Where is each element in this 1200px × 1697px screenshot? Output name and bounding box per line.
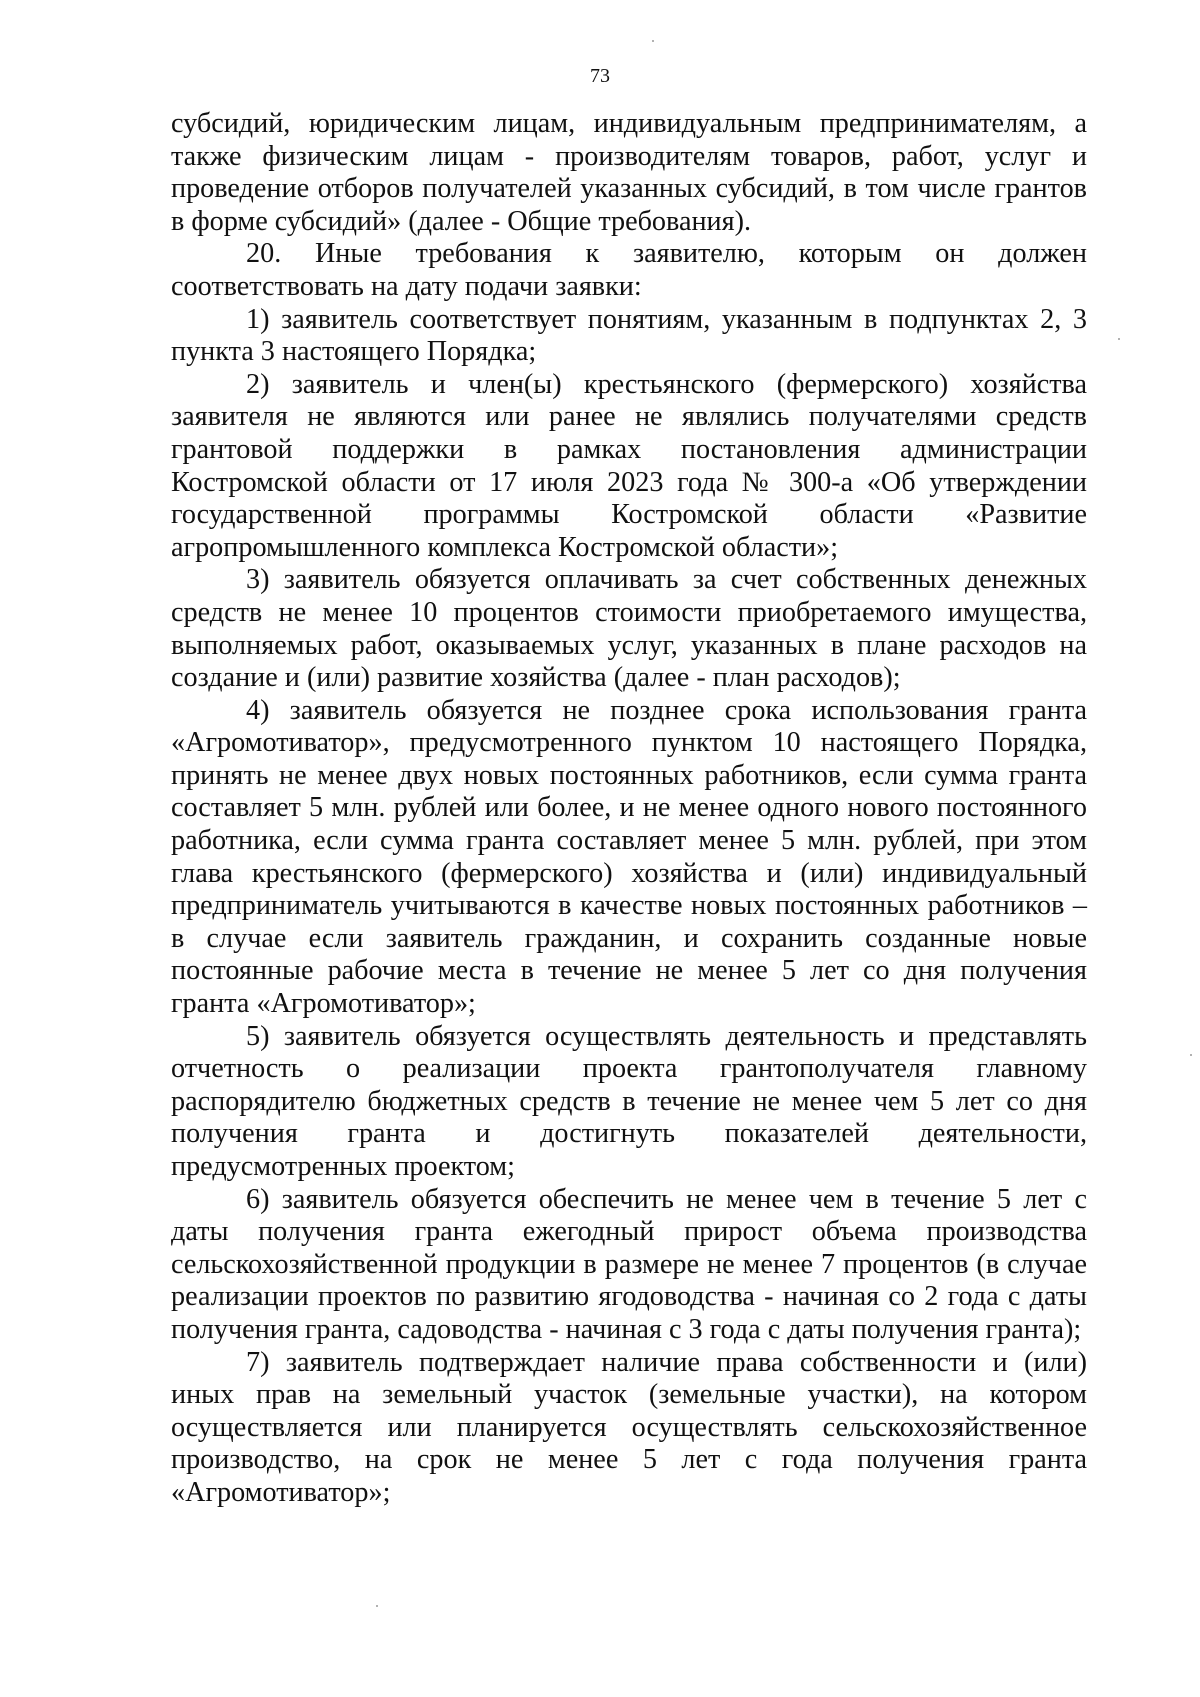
paragraph-continuation: субсидий, юридическим лицам, индивидуальным предпринимателям, а также физическим лицам - производителям товаров, работ, услуг и проведение отборов получателей указанных субсидий, в том числе грантов в форме субсидий» (далее - Общие требования). [171,108,1087,237]
paragraph-subitem-1: 1) заявитель соответствует понятиям, указанным в подпунктах 2, 3 пункта 3 настоящего Порядка; [171,303,1087,368]
paragraph-subitem-7: 7) заявитель подтверждает наличие права собственности и (или) иных прав на земельный участок (земельные участки), на котором осуществляется или планируется осуществлять сельскохозяйственное производство, на срок не менее 5 лет с года получения гранта «Агромотиватор»; [171,1346,1087,1508]
scan-artifact [1190,1054,1192,1056]
page-number: 73 [590,65,610,87]
scan-artifact [652,40,654,42]
scan-artifact [1118,338,1120,340]
scan-artifact [376,1605,378,1607]
paragraph-item-20: 20. Иные требования к заявителю, которым он должен соответствовать на дату подачи заявки: [171,238,1087,302]
paragraph-subitem-2: 2) заявитель и член(ы) крестьянского (фермерского) хозяйства заявителя не являются или ранее не являлись получателями средств грантовой поддержки в рамках постановления администрации Костромской области от 17 июля 2023 года № 300-а «Об утверждении государственной программы Костромской области «Развитие агропромышленного комплекса Костромской области»; [171,368,1087,563]
document-body [171,108,1087,1510]
paragraph-subitem-5: 5) заявитель обязуется осуществлять деятельность и представлять отчетность о реализации проекта грантополучателя главному распорядителю бюджетных средств в течение не менее чем 5 лет со дня получения гранта и достигнуть показателей деятельности, предусмотренных проектом; [171,1020,1087,1182]
paragraph-subitem-3: 3) заявитель обязуется оплачивать за счет собственных денежных средств не менее 10 процентов стоимости приобретаемого имущества, выполняемых работ, оказываемых услуг, указанных в плане расходов на создание и (или) развитие хозяйства (далее - план расходов); [171,564,1087,694]
paragraph-subitem-6: 6) заявитель обязуется обеспечить не менее чем в течение 5 лет с даты получения гранта ежегодный прирост объема производства сельскохозяйственной продукции в размере не менее 7 процентов (в случае реализации проектов по развитию ягодоводства - начиная со 2 года с даты получения гранта, садоводства - начиная с 3 года с даты получения гранта); [171,1183,1087,1345]
paragraph-subitem-4: 4) заявитель обязуется не позднее срока использования гранта «Агромотиватор», предусмотренного пунктом 10 настоящего Порядка, принять не менее двух новых постоянных работников, если сумма гранта составляет 5 млн. рублей или более, и не менее одного нового постоянного работника, если сумма гранта составляет менее 5 млн. рублей, при этом глава крестьянского (фермерского) хозяйства и (или) индивидуальный предприниматель учитываются в качестве новых постоянных работников – в случае если заявитель гражданин, и сохранить созданные новые постоянные рабочие места в течение не менее 5 лет со дня получения гранта «Агромотиватор»; [171,694,1087,1020]
